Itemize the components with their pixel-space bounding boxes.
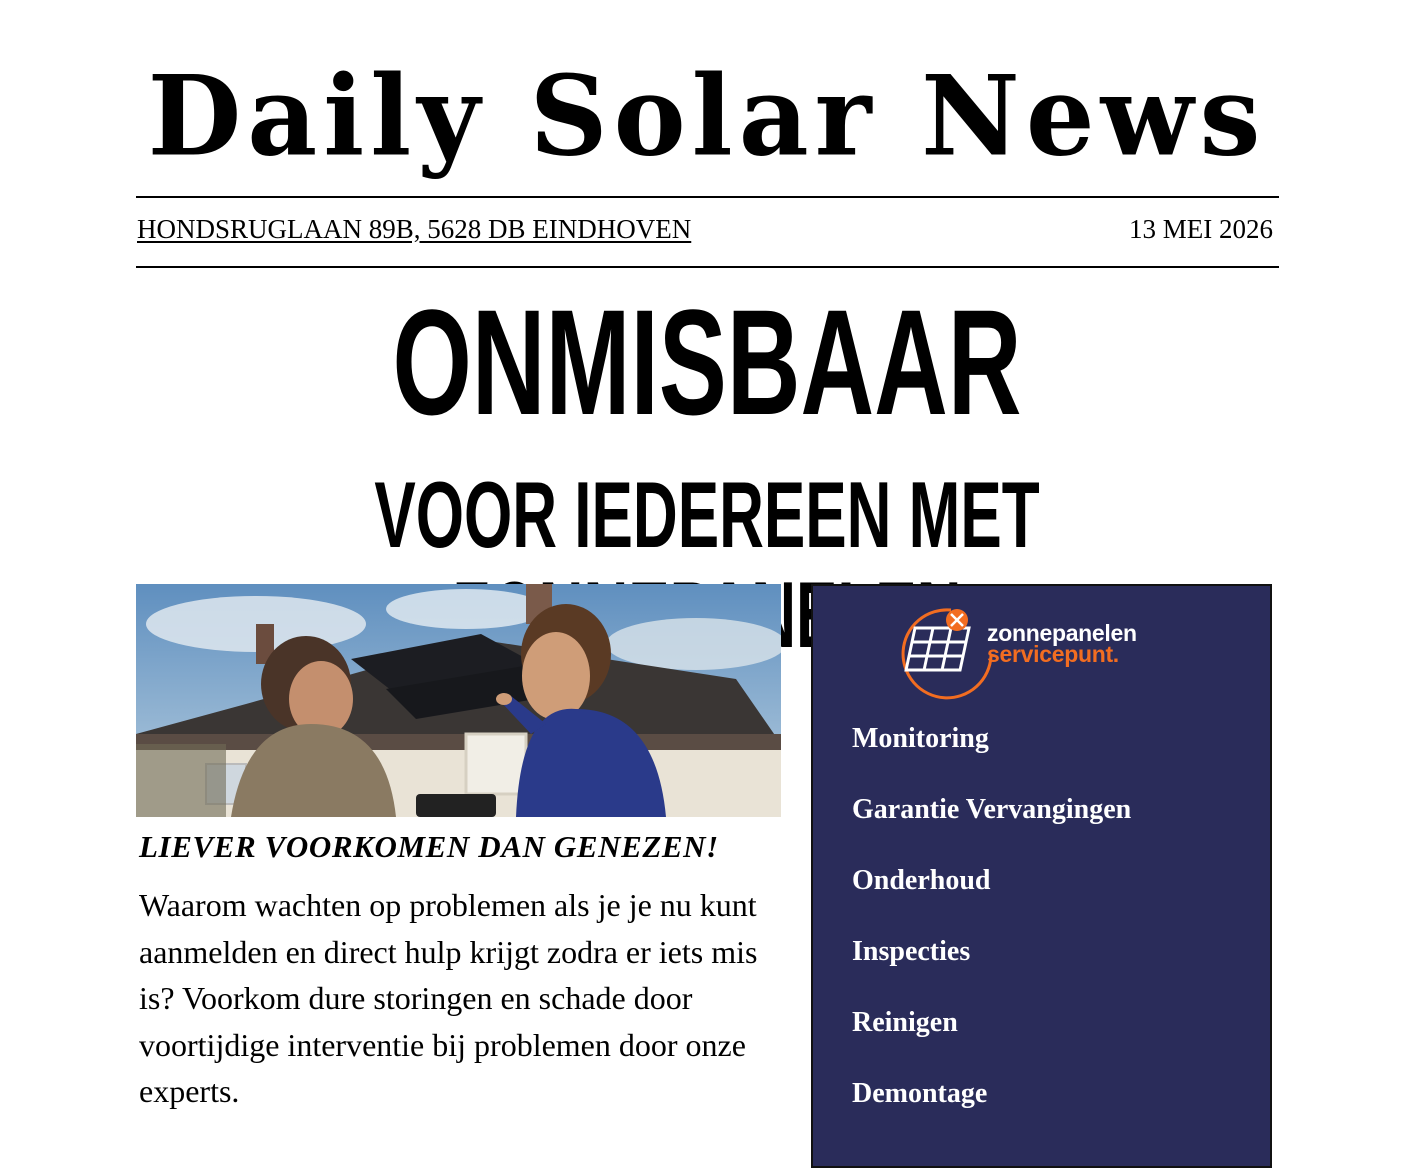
address-line[interactable]: HONDSRUGLAAN 89B, 5628 DB EINDHOVEN <box>137 214 692 244</box>
top-divider <box>136 196 1279 198</box>
services-sidebar <box>811 584 1272 1168</box>
brand-logo[interactable] <box>893 598 1193 700</box>
issue-date: 13 MEI 2026 <box>1129 214 1273 244</box>
menu-item-demontage[interactable]: Demontage <box>852 1078 988 1109</box>
logo-text-line2: servicepunt. <box>987 641 1119 667</box>
services-menu <box>852 719 1131 1145</box>
menu-item-onderhoud[interactable]: Onderhoud <box>852 865 991 896</box>
bottom-divider <box>136 266 1279 268</box>
masthead-title: Daily Solar News <box>147 52 1267 182</box>
menu-item-reinigen[interactable]: Reinigen <box>852 1007 958 1038</box>
headline-main: ONMISBAAR <box>392 278 1022 446</box>
logo-text-line1: zonnepanelen <box>987 620 1137 646</box>
article-body: Waarom wachten op problemen als je je nu kunt aanmelden en direct hulp krijgt zodra er iets mis is? Voorkom dure storingen en schade door voortijdige interventie bij problemen door onze experts. <box>139 887 758 1109</box>
headline-sub: VOOR IEDEREEN MET <box>374 462 1040 567</box>
menu-item-monitoring[interactable]: Monitoring <box>852 723 989 754</box>
menu-item-inspecties[interactable]: Inspecties <box>852 936 971 967</box>
article-heading: LIEVER VOORKOMEN DAN GENEZEN! <box>139 829 719 864</box>
solar-panel-tools-icon <box>893 598 993 700</box>
article-photo <box>136 584 781 817</box>
menu-item-garantie-vervangingen[interactable]: Garantie Vervangingen <box>852 794 1132 825</box>
